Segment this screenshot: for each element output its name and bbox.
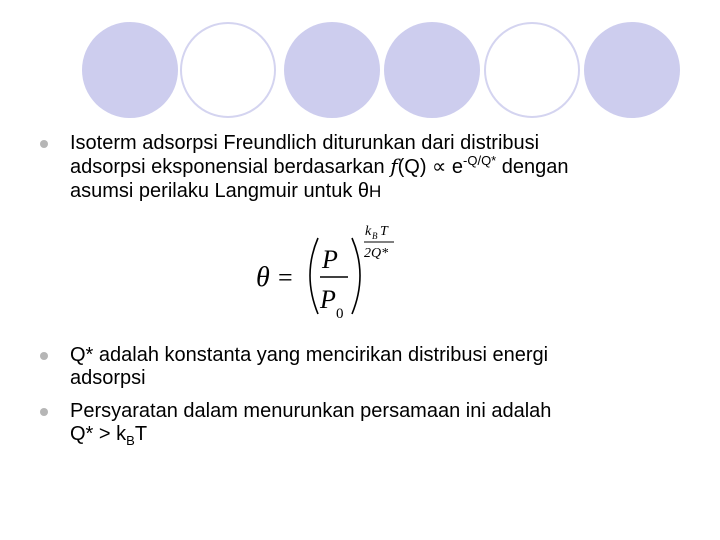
text-segment: adsorpsi eksponensial berdasarkan bbox=[70, 156, 391, 178]
exponent-k-sub: B bbox=[372, 231, 378, 241]
text-line bbox=[70, 155, 700, 180]
bullet-dot bbox=[40, 408, 48, 416]
formula-equals: = bbox=[278, 263, 293, 292]
exponent: -Q/Q* bbox=[463, 153, 497, 168]
decor-circle-6 bbox=[584, 22, 680, 118]
text-line bbox=[70, 423, 700, 447]
text-segment: asumsi perilaku Langmuir untuk bbox=[70, 180, 358, 202]
bullet-text bbox=[70, 132, 700, 203]
subscript-b: B bbox=[126, 433, 135, 448]
exponent-denominator: 2Q* bbox=[364, 246, 389, 261]
decor-circle-1 bbox=[82, 22, 178, 118]
text-segment: T bbox=[134, 423, 148, 445]
exponent-k: k bbox=[365, 224, 372, 239]
formula-denominator-sub: 0 bbox=[336, 306, 344, 322]
text-line: Isoterm adsorpsi Freundlich diturunkan dari distribusi bbox=[70, 132, 540, 154]
decor-circle-4 bbox=[384, 22, 480, 118]
text-segment: dengan bbox=[496, 156, 569, 178]
exponent-t: T bbox=[380, 224, 388, 239]
text-line: Persyaratan dalam menurunkan persamaan ini adalah bbox=[70, 400, 552, 422]
bullet-dot bbox=[40, 352, 48, 360]
text-line: adsorpsi bbox=[70, 367, 146, 389]
decorative-circles bbox=[0, 0, 720, 130]
formula-denominator: P bbox=[320, 285, 336, 314]
text-segment: Q* > k bbox=[70, 423, 127, 445]
bullet-text bbox=[70, 344, 700, 390]
decor-circle-2 bbox=[180, 22, 276, 118]
decor-circle-5 bbox=[484, 22, 580, 118]
bullet-text bbox=[70, 400, 700, 447]
text-segment: (Q) ∝ e bbox=[397, 156, 464, 178]
theta-symbol: θ bbox=[357, 180, 370, 202]
freundlich-formula bbox=[252, 220, 402, 330]
subscript-h: H bbox=[369, 182, 382, 201]
decor-circle-3 bbox=[284, 22, 380, 118]
formula-numerator: P bbox=[322, 245, 338, 274]
text-line bbox=[70, 180, 700, 203]
text-line: Q* adalah konstanta yang mencirikan distribusi energi bbox=[70, 344, 549, 366]
bullet-dot bbox=[40, 140, 48, 148]
f-symbol: f bbox=[390, 154, 398, 178]
left-paren bbox=[310, 238, 318, 314]
formula-theta: θ bbox=[256, 262, 270, 293]
right-paren bbox=[352, 238, 360, 314]
